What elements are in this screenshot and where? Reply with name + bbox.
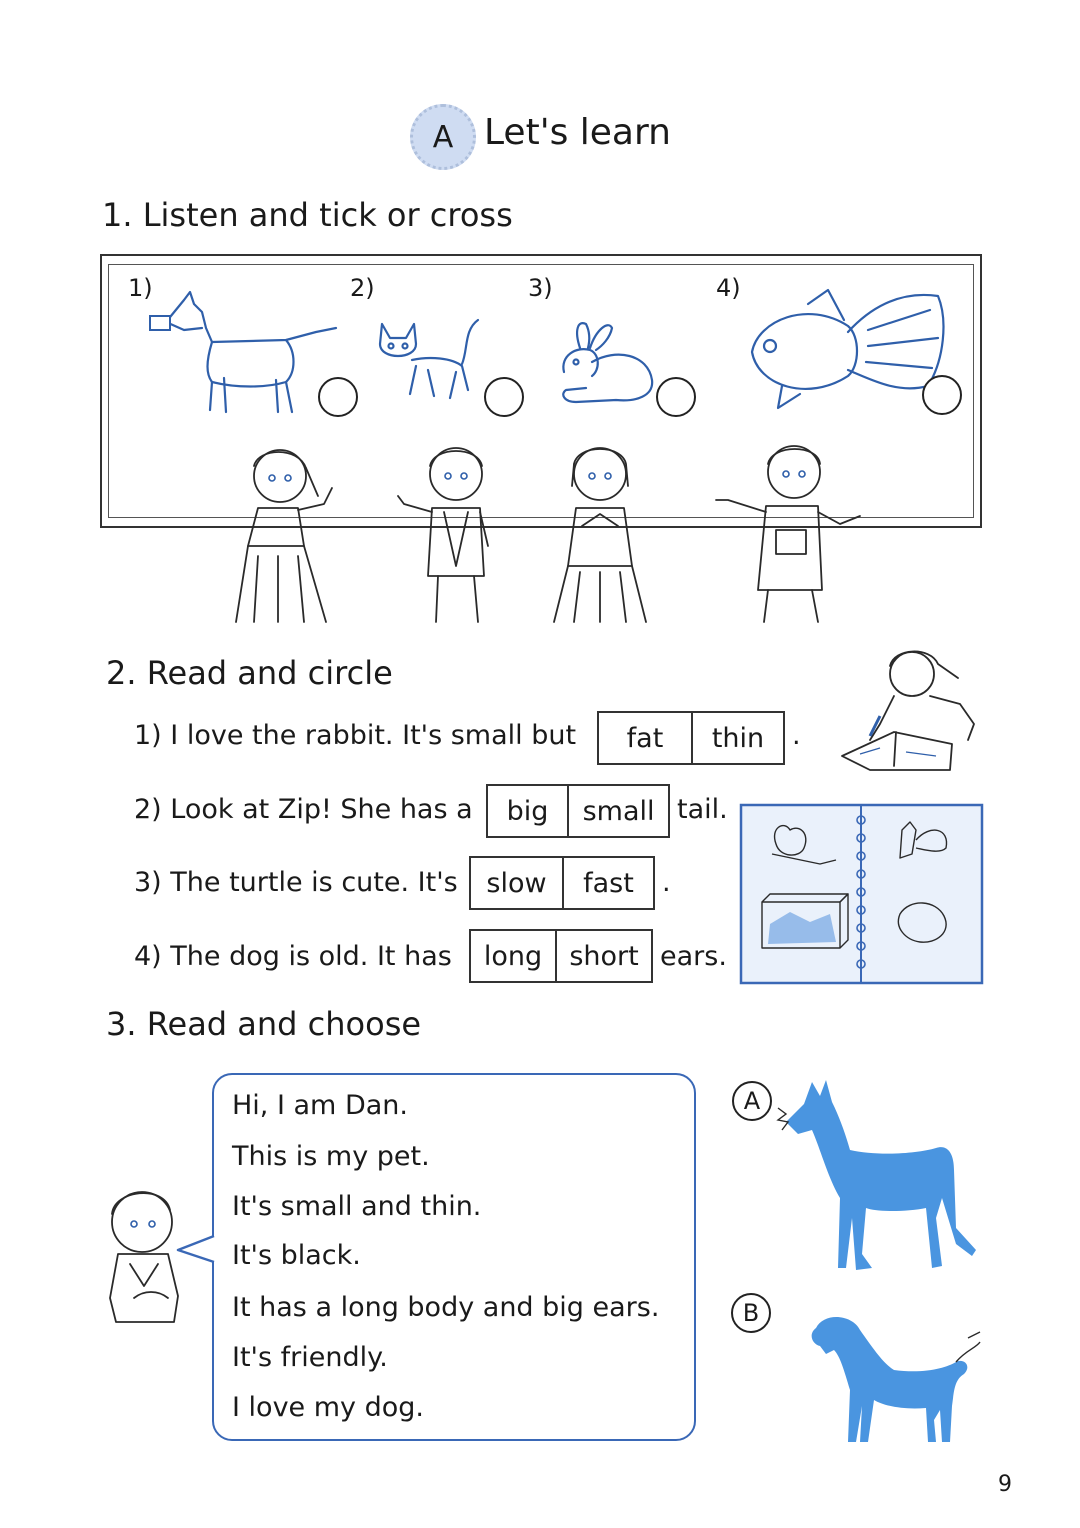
option-slow[interactable]: slow [486, 867, 547, 899]
option-fat[interactable]: fat [626, 722, 664, 754]
dog-a-silhouette [776, 1078, 982, 1274]
dialogue-line-3: It's small and thin. [232, 1191, 482, 1222]
option-small[interactable]: small [567, 786, 668, 836]
option-long[interactable]: long [483, 940, 543, 972]
choice-box-3 [469, 856, 655, 910]
girl-writing-illustration [840, 644, 980, 772]
circle-sentence-3-prefix: 3) The turtle is cute. It's [134, 867, 458, 898]
circle-sentence-4-suffix: ears. [660, 941, 727, 972]
option-thin[interactable]: thin [691, 713, 783, 763]
choice-box-1 [597, 711, 785, 765]
section-badge: A [410, 104, 476, 170]
dialogue-line-5: It has a long body and big ears. [232, 1292, 660, 1323]
dog-b-silhouette [804, 1310, 984, 1444]
dialogue-line-1: Hi, I am Dan. [232, 1090, 408, 1121]
item-4-answer-circle[interactable] [922, 375, 962, 415]
item-1-number: 1) [128, 274, 153, 302]
option-big[interactable]: big [506, 795, 549, 827]
page-title: Let's learn [484, 112, 671, 153]
choice-box-2 [486, 784, 670, 838]
item-3-number: 3) [528, 274, 553, 302]
item-1-answer-circle[interactable] [318, 377, 358, 417]
dialogue-line-2: This is my pet. [232, 1141, 430, 1172]
item-2-answer-circle[interactable] [484, 377, 524, 417]
dialogue-line-7: I love my dog. [232, 1392, 424, 1423]
dialogue-line-6: It's friendly. [232, 1342, 388, 1373]
cat-illustration [376, 316, 484, 406]
choice-box-4 [469, 929, 653, 983]
speech-bubble-tail [176, 1236, 216, 1276]
item-2-number: 2) [350, 274, 375, 302]
goldfish-illustration [748, 290, 948, 414]
page-number: 9 [998, 1472, 1012, 1497]
option-short[interactable]: short [555, 931, 651, 981]
option-fast[interactable]: fast [562, 858, 653, 908]
pet-notebook-illustration [740, 804, 983, 984]
circle-sentence-1-suffix: . [792, 720, 801, 751]
dog-illustration [146, 292, 346, 418]
item-3-answer-circle[interactable] [656, 377, 696, 417]
section-2-title: 2. Read and circle [106, 654, 393, 692]
option-a-circle[interactable]: A [732, 1081, 772, 1121]
circle-sentence-2-prefix: 2) Look at Zip! She has a [134, 794, 473, 825]
section-3-title: 3. Read and choose [106, 1005, 422, 1043]
circle-sentence-1-prefix: 1) I love the rabbit. It's small but [134, 720, 577, 751]
section-1-title: 1. Listen and tick or cross [102, 196, 513, 234]
option-b-circle[interactable]: B [731, 1293, 771, 1333]
circle-sentence-2-suffix: tail. [677, 794, 728, 825]
item-4-number: 4) [716, 274, 741, 302]
circle-sentence-4-prefix: 4) The dog is old. It has [134, 941, 452, 972]
children-illustration [228, 446, 868, 626]
rabbit-illustration [556, 318, 660, 406]
dialogue-line-4: It's black. [232, 1240, 361, 1271]
circle-sentence-3-suffix: . [662, 867, 671, 898]
